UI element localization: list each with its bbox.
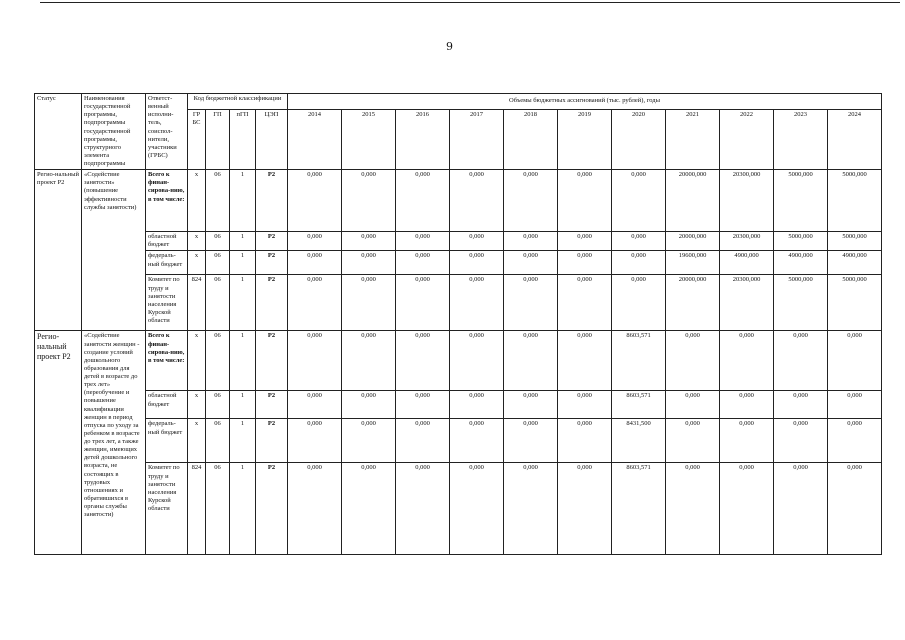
row-value-2019: 0,000 [558,331,612,391]
row-value-2021: 20000,000 [666,170,720,232]
row-code-pgp: 1 [230,275,256,331]
row-value-2021: 0,000 [666,463,720,555]
row-value-2014: 0,000 [288,251,342,275]
header-year: 2020 [612,110,666,170]
row-code-grbs: х [188,419,206,463]
header-year: 2021 [666,110,720,170]
row-value-2024: 5000,000 [828,170,882,232]
header-code-group: Код бюджетной классификации [188,94,288,110]
row-value-2018: 0,000 [504,391,558,419]
row-status: Регио-нальный проект Р2 [35,331,82,555]
header-year: 2016 [396,110,450,170]
header-year: 2024 [828,110,882,170]
budget-table [34,93,882,555]
header-year: 2015 [342,110,396,170]
row-value-2024: 4900,000 [828,251,882,275]
row-code-gp: 06 [206,275,230,331]
row-code-cep: Р2 [256,232,288,251]
row-value-2022: 4900,000 [720,251,774,275]
row-code-grbs: х [188,331,206,391]
row-value-2017: 0,000 [450,251,504,275]
row-code-grbs: х [188,251,206,275]
row-value-2019: 0,000 [558,170,612,232]
row-code-grbs: х [188,170,206,232]
row-responsible: Комитет по труду и занятости населения Курской области [146,275,188,331]
table-body [35,170,882,555]
row-value-2018: 0,000 [504,170,558,232]
row-value-2016: 0,000 [396,463,450,555]
row-value-2022: 20300,000 [720,232,774,251]
row-value-2016: 0,000 [396,419,450,463]
row-value-2014: 0,000 [288,391,342,419]
row-value-2022: 0,000 [720,331,774,391]
row-value-2024: 0,000 [828,463,882,555]
row-value-2014: 0,000 [288,232,342,251]
row-value-2019: 0,000 [558,463,612,555]
row-value-2021: 0,000 [666,391,720,419]
header-year: 2019 [558,110,612,170]
row-value-2015: 0,000 [342,331,396,391]
row-responsible: федераль-ный бюджет [146,419,188,463]
row-value-2023: 5000,000 [774,170,828,232]
row-code-gp: 06 [206,419,230,463]
row-responsible: федераль-ный бюджет [146,251,188,275]
row-value-2014: 0,000 [288,419,342,463]
row-value-2022: 20300,000 [720,275,774,331]
row-value-2016: 0,000 [396,251,450,275]
row-value-2023: 0,000 [774,463,828,555]
row-value-2017: 0,000 [450,170,504,232]
header-code-col: пГП [230,110,256,170]
row-code-pgp: 1 [230,170,256,232]
row-code-pgp: 1 [230,391,256,419]
row-value-2017: 0,000 [450,331,504,391]
table-row [35,275,882,331]
row-value-2018: 0,000 [504,331,558,391]
row-code-grbs: х [188,232,206,251]
header-code-col: ГР БС [188,110,206,170]
row-code-gp: 06 [206,232,230,251]
row-value-2018: 0,000 [504,232,558,251]
row-value-2024: 5000,000 [828,275,882,331]
row-value-2018: 0,000 [504,463,558,555]
row-code-gp: 06 [206,331,230,391]
row-code-pgp: 1 [230,419,256,463]
table-row [35,419,882,463]
row-value-2022: 0,000 [720,391,774,419]
row-value-2020: 0,000 [612,275,666,331]
table-row [35,170,882,232]
row-value-2016: 0,000 [396,275,450,331]
row-responsible: Всего к финан-сирова-нию, в том числе: [146,331,188,391]
row-code-cep: Р2 [256,170,288,232]
table-row [35,251,882,275]
row-responsible: Комитет по труду и занятости населения Курской области [146,463,188,555]
table-row [35,463,882,555]
row-code-gp: 06 [206,170,230,232]
row-status: Регио-нальный проект Р2 [35,170,82,331]
row-value-2019: 0,000 [558,419,612,463]
row-responsible: Всего к финан-сирова-нию, в том числе: [146,170,188,232]
row-value-2021: 20000,000 [666,232,720,251]
row-code-cep: Р2 [256,275,288,331]
row-code-cep: Р2 [256,251,288,275]
row-program-name: «Содействие занятости женщин - создание условий дошкольного образования для детей в возрасте до трех лет» (переобучение и повышение квалификации женщин в период отпуска по уходу за ребенком в возрасте до трех лет, а также женщин, имеющих детей дошкольного возраста, не состоящих в трудовых отношениях и обратившихся в органы службы занятости) [82,331,146,555]
page-number: 9 [446,40,453,53]
row-code-grbs: 824 [188,463,206,555]
row-value-2014: 0,000 [288,275,342,331]
row-value-2015: 0,000 [342,419,396,463]
row-code-cep: Р2 [256,463,288,555]
table-header [35,94,882,170]
row-value-2018: 0,000 [504,419,558,463]
header-volumes-group: Объемы бюджетных ассигнований (тыс. рублей), годы [288,94,882,110]
table-row [35,232,882,251]
row-value-2016: 0,000 [396,170,450,232]
row-value-2018: 0,000 [504,275,558,331]
row-program-name: «Содействие занятости» (повышение эффективности службы занятости) [82,170,146,331]
row-code-pgp: 1 [230,331,256,391]
row-value-2020: 8431,500 [612,419,666,463]
row-value-2015: 0,000 [342,251,396,275]
table-row [35,331,882,391]
row-code-gp: 06 [206,391,230,419]
row-value-2023: 0,000 [774,391,828,419]
row-value-2024: 0,000 [828,419,882,463]
row-value-2022: 0,000 [720,463,774,555]
row-value-2016: 0,000 [396,232,450,251]
row-value-2020: 8603,571 [612,463,666,555]
row-value-2020: 8603,571 [612,331,666,391]
row-code-gp: 06 [206,251,230,275]
header-year: 2017 [450,110,504,170]
top-border-line [40,2,900,3]
row-value-2020: 0,000 [612,251,666,275]
row-value-2021: 20000,000 [666,275,720,331]
row-value-2024: 0,000 [828,331,882,391]
row-value-2024: 0,000 [828,391,882,419]
row-value-2015: 0,000 [342,275,396,331]
row-value-2023: 0,000 [774,331,828,391]
row-value-2019: 0,000 [558,275,612,331]
row-value-2016: 0,000 [396,331,450,391]
row-responsible: областной бюджет [146,232,188,251]
row-code-gp: 06 [206,463,230,555]
row-value-2015: 0,000 [342,391,396,419]
row-code-pgp: 1 [230,251,256,275]
row-value-2018: 0,000 [504,251,558,275]
row-value-2023: 0,000 [774,419,828,463]
row-responsible: областной бюджет [146,391,188,419]
row-value-2019: 0,000 [558,251,612,275]
row-value-2019: 0,000 [558,391,612,419]
row-value-2023: 4900,000 [774,251,828,275]
row-value-2020: 0,000 [612,170,666,232]
row-value-2017: 0,000 [450,232,504,251]
row-value-2023: 5000,000 [774,232,828,251]
row-value-2016: 0,000 [396,391,450,419]
row-value-2017: 0,000 [450,275,504,331]
row-value-2014: 0,000 [288,331,342,391]
row-code-cep: Р2 [256,419,288,463]
row-value-2020: 0,000 [612,232,666,251]
header-code-col: ГП [206,110,230,170]
row-value-2020: 8603,571 [612,391,666,419]
header-responsible: Ответст-венный исполни-тель, соиспол-нители, участники (ГРБС) [146,94,188,170]
row-value-2014: 0,000 [288,463,342,555]
row-code-cep: Р2 [256,331,288,391]
row-code-cep: Р2 [256,391,288,419]
header-year: 2018 [504,110,558,170]
header-year: 2022 [720,110,774,170]
row-value-2017: 0,000 [450,463,504,555]
row-value-2021: 0,000 [666,419,720,463]
row-value-2014: 0,000 [288,170,342,232]
row-value-2021: 0,000 [666,331,720,391]
row-value-2019: 0,000 [558,232,612,251]
header-name: Наименования государственной программы, подпрограммы государственной программы, структурного элемента подпрограммы [82,94,146,170]
row-code-grbs: 824 [188,275,206,331]
row-value-2022: 20300,000 [720,170,774,232]
row-value-2024: 5000,000 [828,232,882,251]
row-value-2015: 0,000 [342,170,396,232]
row-value-2023: 5000,000 [774,275,828,331]
row-code-pgp: 1 [230,463,256,555]
row-value-2022: 0,000 [720,419,774,463]
row-code-pgp: 1 [230,232,256,251]
header-status: Статус [35,94,82,170]
row-value-2017: 0,000 [450,391,504,419]
row-code-grbs: х [188,391,206,419]
row-value-2021: 19600,000 [666,251,720,275]
header-year: 2023 [774,110,828,170]
header-year: 2014 [288,110,342,170]
header-code-col: ЦЭП [256,110,288,170]
table-row [35,391,882,419]
row-value-2015: 0,000 [342,463,396,555]
row-value-2015: 0,000 [342,232,396,251]
row-value-2017: 0,000 [450,419,504,463]
